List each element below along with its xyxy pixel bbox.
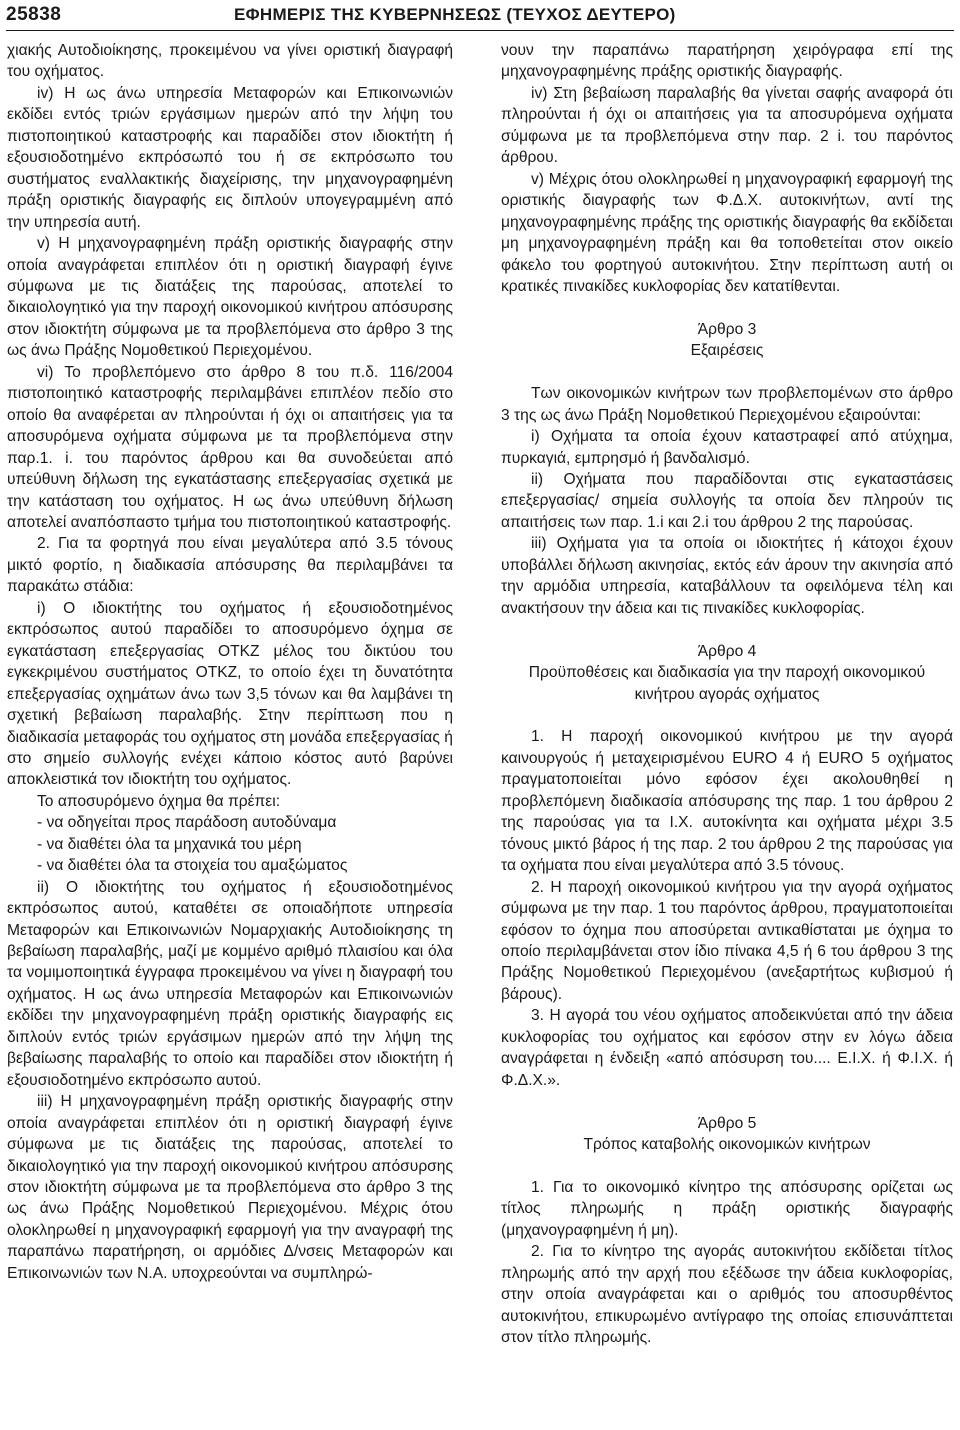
spacer — [501, 362, 953, 383]
journal-title: ΕΦΗΜΕΡΙΣ ΤΗΣ ΚΥΒΕΡΝΗΣΕΩΣ (ΤΕΥΧΟΣ ΔΕΥΤΕΡΟ) — [234, 5, 676, 24]
paragraph: Το αποσυρόμενο όχημα θα πρέπει: — [37, 792, 281, 810]
paragraph: 2. Για το κίνητρο της αγοράς αυτοκινήτου εκδίδεται τίτλος πληρωμής από την αρχή που εξέδωσε την άδεια κυκλοφορίας, στην οποία αναγράφεται και ο αριθμός του αποσυρθέντος αυτοκινήτου, επικυρωμένο αντίγραφο της οποίας επισυνάπτεται στον τίτλο πληρωμής. — [501, 1243, 953, 1347]
paragraph: i) Οχήματα τα οποία έχουν καταστραφεί από ατύχημα, πυρκαγιά, εμπρησμό ή βανδαλισμό. — [501, 428, 953, 467]
paragraph: iii) Οχήματα για τα οποία οι ιδιοκτήτες ή κάτοχοι έχουν υποβάλλει δήλωση ακινησίας, εκτός εάν άρουν την ακινησία από την αρμόδια υπηρεσία, καταβάλλουν τα οφειλόμενα τέλη και ανακτήσουν την άδεια και τις πινακίδες κυκλοφορίας. — [501, 535, 953, 617]
paragraph: 1. Για το οικονομικό κίνητρο της απόσυρσης ορίζεται ως τίτλος πληρωμής η πράξη οριστικής διαγραφής (μηχανογραφημένη ή μη). — [501, 1178, 953, 1239]
paragraph: χιακής Αυτοδιοίκησης, προκειμένου να γίνει οριστική διαγραφή του οχήματος. — [7, 42, 453, 81]
paragraph: 2. Η παροχή οικονομικού κινήτρου για την αγορά οχήματος σύμφωνα με την παρ. 1 του παρόντος άρθρου, πραγματοποιείται εφόσον το όχημα που αποσύρεται αντικαθίσταται με όχημα το οποίο περιλαμβάνεται στον ίδιο πίνακα 4,5 ή 6 του άρθρου 3 της Πράξης Νομοθετικού Περιεχομένου (ανεξαρτήτως κυβισμού ή βάρους). — [501, 878, 953, 1003]
paragraph: 2. Για τα φορτηγά που είναι μεγαλύτερα από 3.5 τόνους μικτό φορτίο, η διαδικασία απόσυρσης θα περιλαμβάνει τα παρακάτω στάδια: — [7, 535, 453, 596]
article-heading: Άρθρο 3 — [697, 320, 757, 338]
paragraph: iii) Η μηχανογραφημένη πράξη οριστικής διαγραφής στην οποία αναγράφεται επιπλέον ότι η οριστική διαγραφή έγινε σύμφωνα με τις διατάξεις της παρούσας, αποτελεί το δικαιολογητικό για την παροχή οικονομικού κινήτρου απόσυρσης στον ιδιοκτήτη σύμφωνα με τα προβλεπόμενα στο άρθρο 3 της ως άνω Πράξης Νομοθετικού Περιεχομένου. Μέχρις ότου ολοκληρωθεί η μηχανογραφική εφαρμογή για την αναγραφή της παραπάνω παρατήρηση, οι αρμόδιες Δ/νσεις Μεταφορών και Επικοινωνιών των Ν.Α. υποχρεούνται να συμπληρώ- — [7, 1093, 453, 1282]
paragraph: iv) Στη βεβαίωση παραλαβής θα γίνεται σαφής αναφορά ότι πληρούνται ή όχι οι απαιτήσεις για τα αποσυρόμενα οχήματα σύμφωνα με τα προβλεπόμενα στην παρ. 2 i. του παρόντος άρθρου. — [501, 84, 953, 167]
paragraph: v) Μέχρις ότου ολοκληρωθεί η μηχανογραφική εφαρμογή της οριστικής διαγραφής των Φ.Δ.Χ. αυτοκινήτων, αντί της μηχανογραφημένης πράξης της οριστικής διαγραφής θα εκδίδεται μη μηχανογραφημένη πράξη και θα τοποθετείται στον οικείο φάκελο του φορτηγού αυτοκινήτου. Στην περίπτωση αυτή οι κρατικές πινακίδες κυκλοφορίας δεν κατατίθενται. — [501, 170, 953, 295]
paragraph: 3. Η αγορά του νέου οχήματος αποδεικνύεται από την άδεια κυκλοφορίας του οχήματος και εφόσον στην εν λόγω άδεια αναγράφεται η ένδειξη «από απόσυρση του.... Ε.Ι.Χ. ή Φ.Ι.Χ. ή Φ.Δ.Χ.». — [501, 1007, 953, 1089]
article-heading: Τρόπος καταβολής οικονομικών κινήτρων — [583, 1136, 871, 1154]
right-column — [501, 40, 953, 1349]
left-column — [7, 40, 453, 1284]
paragraph: - να διαθέτει όλα τα στοιχεία του αμαξώματος — [37, 857, 348, 875]
spacer — [501, 1091, 953, 1112]
article-heading: Προϋποθέσεις και διαδικασία για την παροχή οικονομικού κινήτρου αγοράς οχήματος — [528, 664, 926, 703]
paragraph: i) Ο ιδιοκτήτης του οχήματος ή εξουσιοδοτημένος εκπρόσωπος αυτού παραδίδει το αποσυρόμενο όχημα σε εγκατάσταση επεξεργασίας ΟΤΚΖ μέλος του δικτύου του εγκεκριμένου συστήματος ΟΤΚΖ, το οποίο έχει τη δυνατότητα επεξεργασίας οχημάτων άνω των 3,5 τόνων και θα λαμβάνει τη σχετική βεβαίωση παραλαβής. Στην περίπτωση που η διαδικασία μεταφοράς του οχήματος στη μονάδα επεξεργασίας ή στο σημείο συλλογής ενέχει κάποιο κόστος αυτό βαρύνει αποκλειστικά τον ιδιοκτήτη του οχήματος. — [7, 599, 453, 789]
page-number: 25838 — [6, 4, 62, 25]
article-heading: Εξαιρέσεις — [690, 342, 764, 360]
spacer — [501, 297, 953, 318]
page-header — [6, 0, 954, 31]
paragraph: - να διαθέτει όλα τα μηχανικά του μέρη — [37, 835, 302, 853]
article-heading: Άρθρο 4 — [697, 642, 757, 660]
spacer — [501, 705, 953, 726]
paragraph: v) Η μηχανογραφημένη πράξη οριστικής διαγραφής στην οποία αναγράφεται επιπλέον ότι η οριστική διαγραφή έγινε σύμφωνα με τις διατάξεις της παρούσας, αποτελεί το δικαιολογητικό για την παροχή οικονομικού κινήτρου απόσυρσης στον ιδιοκτήτη σύμφωνα με τα προβλεπόμενα στο άρθρο 3 της ως άνω Πράξης Νομοθετικού Περιεχομένου. — [7, 235, 453, 360]
paragraph: νουν την παραπάνω παρατήρηση χειρόγραφα επί της μηχανογραφημένης πράξης οριστικής διαγραφής. — [501, 42, 953, 81]
paragraph: 1. Η παροχή οικονομικού κινήτρου με την αγορά καινουργούς ή μεταχειρισμένου EURO 4 ή EURO 5 οχήματος πραγματοποιείται μόνο εφόσον έχει ακολουθηθεί η προβλεπόμενη διαδικασία απόσυρσης της παρ. 1 του άρθρου 2 της παρούσας για τα Ι.Χ. αυτοκίνητα και οχήματα μέχρι 3.5 τόνους μικτό βάρος ή της παρ. 2 του άρθρου 2 της παρούσας για τα οχήματα που είναι μεγαλύτερα από 3.5 τόνους. — [501, 728, 953, 875]
paragraph: ii) Οχήματα που παραδίδονται στις εγκαταστάσεις επεξεργασίας/ σημεία συλλογής τα οποία δεν πληρούν τις απαιτήσεις των παρ. 1.i και 2.i του άρθρου 2 της παρούσας. — [501, 471, 953, 531]
spacer — [501, 1155, 953, 1176]
paragraph: - να οδηγείται προς παράδοση αυτοδύναμα — [37, 814, 337, 832]
spacer — [501, 619, 953, 640]
paragraph: vi) Το προβλεπόμενο στο άρθρο 8 του π.δ. 116/2004 πιστοποιητικό καταστροφής περιλαμβάνει επιπλέον πεδίο στο οποίο θα αναφέρεται αν πληρούνται ή όχι οι απαιτήσεις για τα αποσυρόμενα οχήματα σύμφωνα με τα προβλεπόμενα στην παρ.1. i. του παρόντος άρθρου και θα συνοδεύεται από υπεύθυνη δήλωση της εγκατάστασης επεξεργασίας σχετικά με την κατάσταση του οχήματος. Η ως άνω υπεύθυνη δήλωση αποτελεί αναπόσπαστο τμήμα του πιστοποιητικού καταστροφής. — [7, 363, 453, 531]
article-heading: Άρθρο 5 — [697, 1114, 757, 1132]
paragraph: Των οικονομικών κινήτρων των προβλεπομένων στο άρθρο 3 της ως άνω Πράξη Νομοθετικού Περιεχομένου εξαιρούνται: — [501, 385, 953, 424]
paragraph: ii) Ο ιδιοκτήτης του οχήματος ή εξουσιοδοτημένος εκπρόσωπος αυτού, καταθέτει σε οποιαδήποτε υπηρεσία Μεταφορών και Επικοινωνιών Νομαρχιακής Αυτοδιοίκησης τη βεβαίωση παραλαβής, μαζί με κομμένο αριθμό πλαισίου και όλα τα νομιμοποιητικά έγγραφα προκειμένου να γίνει η διαγραφή του οχήματος. Η ως άνω υπηρεσία Μεταφορών και Επικοινωνιών εκδίδει την μηχανογραφημένη πράξη οριστικής διαγραφής εις διπλούν εντός τριών εργάσιμων ημερών από την λήψη της βεβαίωσης παραλαβής το οποίο και παραδίδει στον ιδιοκτήτη ή εξουσιοδοτημένο εκπρόσωπο αυτού. — [7, 878, 453, 1089]
paragraph: iv) Η ως άνω υπηρεσία Μεταφορών και Επικοινωνιών εκδίδει εντός τριών εργάσιμων ημερών από την λήψη του πιστοποιητικού καταστροφής και παραδίδει στον ιδιοκτήτη ή εξουσιοδοτημένο εκπρόσωπό του ή σε εκπρόσωπο του συστήματος εναλλακτικής διαχείρισης, την μηχανογραφημένη πράξη οριστικής διαγραφής εις διπλούν υπογεγραμμένη από την υπηρεσία αυτή. — [7, 84, 453, 231]
